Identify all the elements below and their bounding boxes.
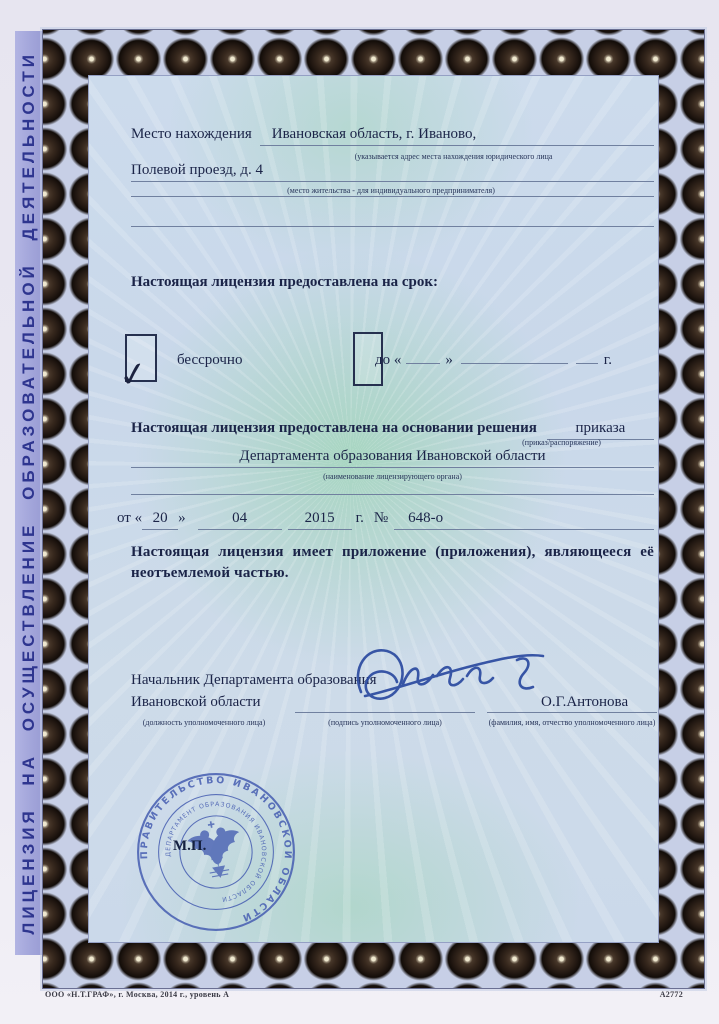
mp-label: М.П. [173, 838, 207, 854]
date-from: от « [117, 510, 143, 526]
seal-inner-text: ДЕПАРТАМЕНТ ОБРАЗОВАНИЯ ИВАНОВСКОЙ ОБЛАСТИ [165, 801, 267, 903]
until-quote-close: » [445, 352, 453, 368]
blank-line-1 [131, 196, 654, 197]
checkmark-icon: ✓ [116, 353, 151, 397]
sign-caption: (подпись уполномоченного лица) [328, 718, 442, 727]
blank-line-3 [131, 494, 654, 495]
decision-type-hint: (приказ/распоряжение) [522, 438, 601, 447]
number-sign: № [373, 510, 389, 526]
number-value: 648-о [394, 510, 654, 530]
signature-ink [347, 634, 552, 724]
basis-row [131, 420, 654, 440]
seal-outer-text: ПРАВИТЕЛЬСТВО ИВАНОВСКОЙ ОБЛАСТИ [139, 774, 294, 925]
location-label: Место нахождения [131, 126, 252, 142]
until-month-blank [461, 361, 568, 364]
name-caption: (фамилия, имя, отчество уполномоченного лица) [488, 718, 656, 727]
date-day: 20 [142, 510, 178, 530]
signatory-position-line1: Начальник Департамента образования [131, 672, 377, 688]
date-quote-close: » [178, 510, 186, 526]
date-line [117, 510, 654, 530]
date-year-suffix: г. [355, 510, 364, 526]
document-body [88, 75, 659, 943]
signatory-name: О.Г.Антонова [541, 694, 629, 710]
authority-hint: (наименование лицензирующего органа) [323, 472, 462, 481]
perpetual-checkbox [116, 334, 157, 397]
location-address-line1: Ивановская область, г. Иваново, [260, 126, 654, 146]
date-year: 2015 [288, 510, 352, 530]
blank-line-2 [131, 226, 654, 227]
decision-type-value: приказа [547, 420, 654, 440]
until-year-blank [576, 361, 598, 364]
term-heading: Настоящая лицензия предоставлена на срок: [131, 274, 439, 290]
until-suffix: г. [603, 352, 612, 368]
footer-form-code: А2772 [659, 990, 683, 999]
location-hint-1: (указывается адрес места нахождения юридического лица [354, 152, 553, 161]
signatory-position-line2: Ивановской области [131, 694, 261, 710]
position-caption: (должность уполномоченного лица) [142, 718, 266, 727]
location-address-line2: Полевой проезд, д. 4 [131, 162, 654, 182]
appendix-text: Настоящая лицензия имеет приложение (приложения), являющееся её неотъемлемой частью. [131, 544, 654, 581]
date-month: 04 [198, 510, 282, 530]
side-banner-title: ЛИЦЕНЗИЯ НА ОСУЩЕСТВЛЕНИЕ ОБРАЗОВАТЕЛЬНОЙ ДЕЯТЕЛЬНОСТИ [18, 51, 38, 935]
location-hint-2: (место жительства - для индивидуального предпринимателя) [287, 186, 495, 195]
basis-sentence: Настоящая лицензия предоставлена на основании решения [131, 420, 537, 436]
until-line [375, 352, 612, 369]
side-banner [15, 31, 42, 955]
until-day-blank [406, 361, 440, 364]
perpetual-label: бессрочно [177, 352, 243, 368]
footer-printer: ООО «Н.Т.ГРАФ», г. Москва, 2014 г., уровень А [45, 990, 230, 999]
ornament-border [43, 30, 704, 988]
authority-value: Департамента образования Ивановской области [131, 448, 654, 468]
official-seal [121, 757, 311, 947]
until-prefix: до « [375, 352, 402, 368]
location-row-1 [131, 126, 654, 146]
